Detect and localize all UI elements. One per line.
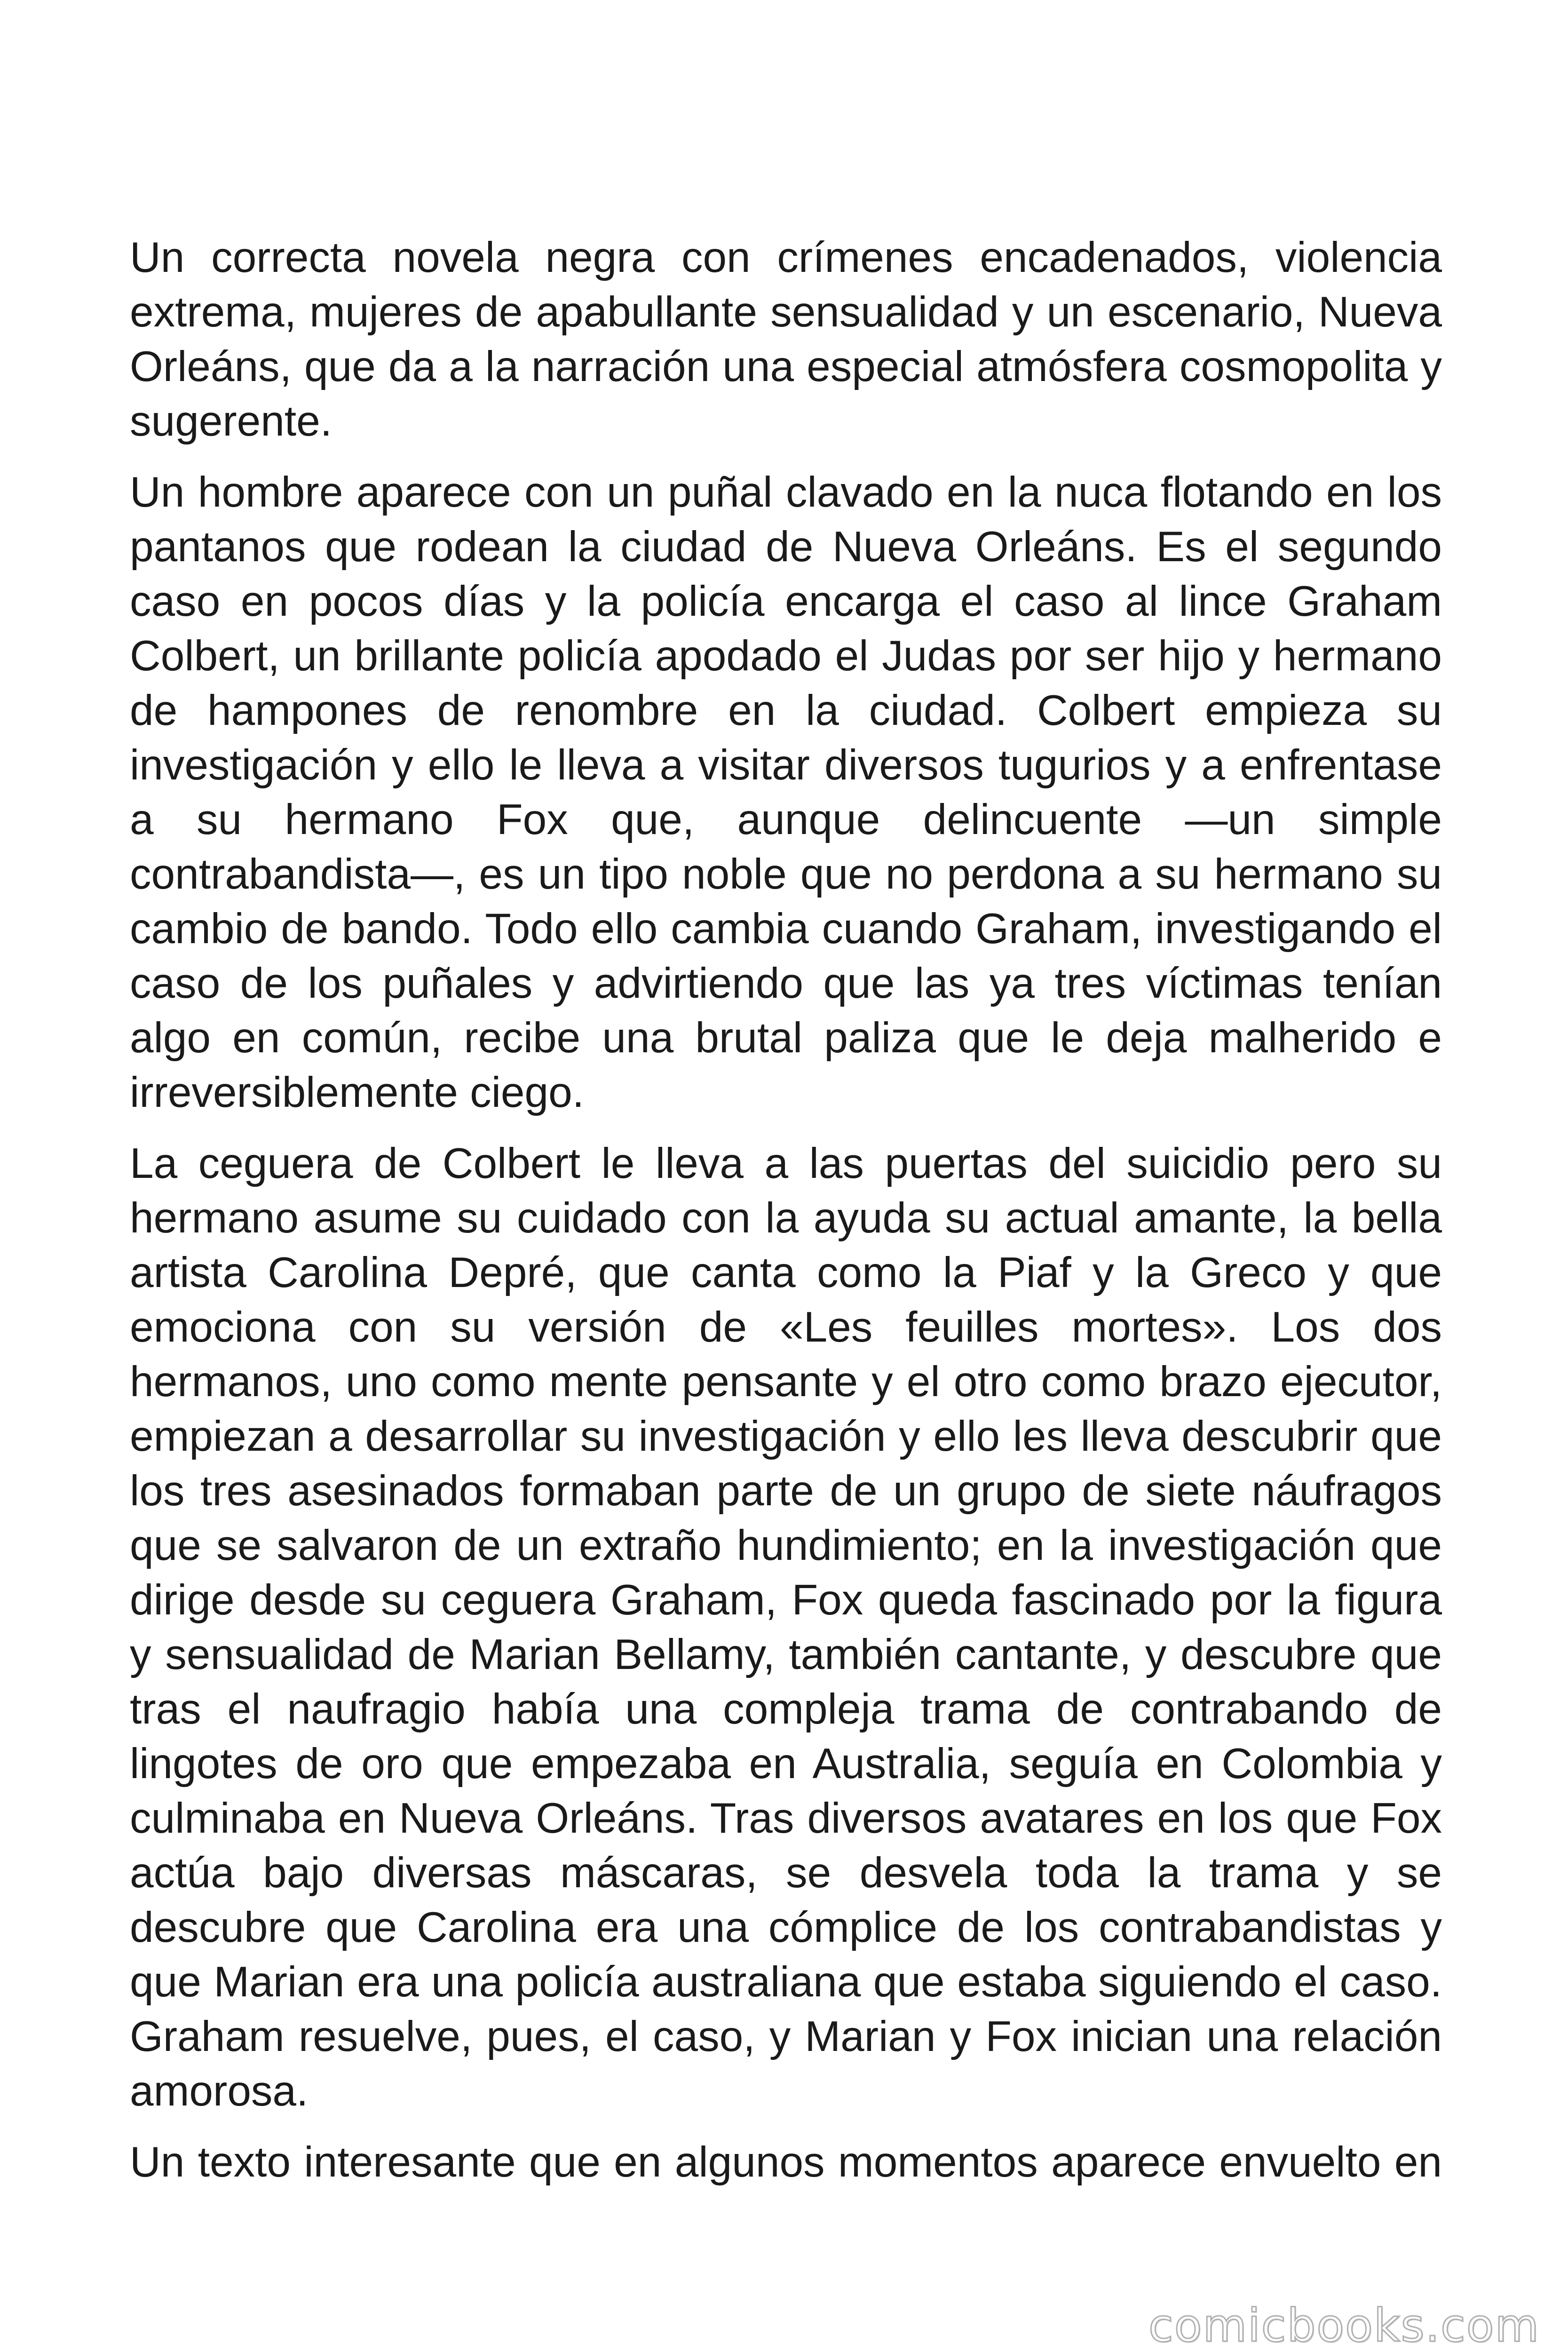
paragraph-2: Un hombre aparece con un puñal clavado en la nuca flotando en los pantanos que rodean la ciudad de Nueva Orleáns. Es el segundo caso en pocos días y la policía encarga el caso al lince Graham Colbert, un brillante policía apodado el Judas por ser hijo y hermano de hampones de renombre en la ciudad. Colbert empieza su investigación y ello le lleva a visitar diversos tugurios y a enfrentase a su hermano Fox que, aunque delincuente —un simple contrabandista—, es un tipo noble que no perdona a su hermano su cambio de bando. Todo ello cambia cuando Graham, investigando el caso de los puñales y advirtiendo que las ya tres víctimas tenían algo en común, recibe una brutal paliza que le deja malherido e irreversiblemente ciego.: [130, 469, 1442, 1116]
watermark-text: comicbooks.com: [1148, 2299, 1540, 2352]
paragraph-3: La ceguera de Colbert le lleva a las puertas del suicidio pero su hermano asume su cuidado con la ayuda su actual amante, la bella artista Carolina Depré, que canta como la Piaf y la Greco y que emociona con su versión de «Les feuilles mortes». Los dos hermanos, uno como mente pensante y el otro como brazo ejecutor, empiezan a desarrollar su investigación y ello les lleva descubrir que los tres asesinados formaban parte de un grupo de siete náufragos que se salvaron de un extraño hundimiento; en la investigación que dirige desde su ceguera Graham, Fox queda fascinado por la figura y sensualidad de Marian Bellamy, también cantante, y descubre que tras el naufragio había una compleja trama de contrabando de lingotes de oro que empezaba en Australia, seguía en Colombia y culminaba en Nueva Orleáns. Tras diversos avatares en los que Fox actúa bajo diversas máscaras, se desvela toda la trama y se descubre que Carolina era una cómplice de los contrabandistas y que Marian era una policía australiana que estaba siguiendo el caso. Graham resuelve, pues, el caso, y Marian y Fox inician una relación amorosa.: [130, 1140, 1442, 2115]
text-body: [130, 230, 1442, 2206]
paragraph-4: Un texto interesante que en algunos momentos aparece envuelto en: [130, 2138, 1442, 2186]
paragraph-1: Un correcta novela negra con crímenes encadenados, violencia extrema, mujeres de apabullante sensualidad y un escenario, Nueva Orleáns, que da a la narración una especial atmósfera cosmopolita y sugerente.: [130, 234, 1442, 445]
